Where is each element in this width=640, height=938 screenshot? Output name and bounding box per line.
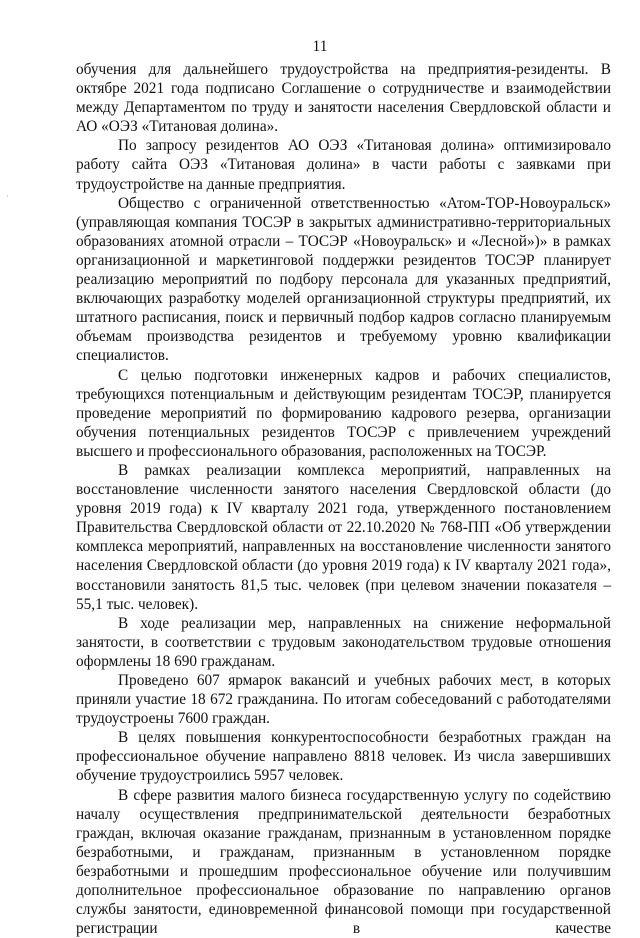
paragraph-website-optimization: По запросу резидентов АО ОЭЗ «Титановая долина» оптимизировало работу сайта ОЭЗ «Титановая долина» в части работы с заявками при трудоустройстве на данные предприятия. [76,137,611,193]
paragraph-job-fairs: Проведено 607 ярмарок вакансий и учебных рабочих мест, в которых приняли участие 18 672 гражданина. По итогам собеседований с работодателями трудоустроены 7600 граждан. [76,672,611,728]
document-body [76,60,611,938]
paragraph-engineer-training: С целью подготовки инженерных кадров и рабочих специалистов, требующихся потенциальным и действующим резидентам ТОСЭР, планируется проведение мероприятий по формированию кадрового резерва, организации обучения потенциальных резидентов ТОСЭР с привлечением учреждений высшего и профессионального образования, расположенных на ТОСЭР. [76,366,611,460]
paragraph-professional-training: В целях повышения конкурентоспособности безработных граждан на профессиональное обучение направлено 8818 человек. Из числа завершивших обучение трудоустроились 5957 человек. [76,729,611,785]
paragraph-atom-tor-company: Общество с ограниченной ответственностью «Атом-ТОР-Новоуральск» (управляющая компания ТОСЭР в закрытых административно-территориальных образованиях атомной отрасли – ТОСЭР «Новоуральск» и «Лесной»)» в рамках организационной и маркетинговой поддержки резидентов ТОСЭР планирует реализацию мероприятий по подбору персонала для указанных предприятий, включающих разработку моделей организационной структуры предприятий, их штатного расписания, поиск и первичный подбор кадров согласно планируемым объемам производства резидентов и требуемому уровню квалификации специалистов. [76,194,611,365]
paragraph-small-business: В сфере развития малого бизнеса государственную услугу по содействию началу осуществления предпринимательской деятельности безработных граждан, включая оказание гражданам, признанным в установленном порядке безработными, и гражданам, признанным в установленном порядке безработными и прошедшим профессиональное обучение или получившим дополнительное профессиональное образование по направлению органов службы занятости, единовременной финансовой помощи при государственной регистрации в качестве [76,786,611,938]
page-number: 11 [312,38,328,55]
paragraph-continuation: обучения для дальнейшего трудоустройства на предприятия-резиденты. В октябре 2021 года подписано Соглашение о сотрудничестве и взаимодействии между Департаментом по труду и занятости населения Свердловской области и АО «ОЭЗ «Титановая долина». [76,61,611,136]
margin-mark: · [6,192,9,201]
paragraph-informal-employment: В ходе реализации мер, направленных на снижение неформальной занятости, в соответствии с трудовым законодательством трудовые отношения оформлены 18 690 гражданам. [76,614,611,670]
paragraph-employment-recovery: В рамках реализации комплекса мероприятий, направленных на восстановление численности занятого населения Свердловской области (до уровня 2019 года) к IV кварталу 2021 года, утвержденного постановлением Правительства Свердловской области от 22.10.2020 № 768-ПП «Об утверждении комплекса мероприятий, направленных на восстановление численности занятого населения Свердловской области (до уровня 2019 года) к IV кварталу 2021 года», восстановили занятость 81,5 тыс. человек (при целевом значении показателя – 55,1 тыс. человек). [76,461,611,613]
